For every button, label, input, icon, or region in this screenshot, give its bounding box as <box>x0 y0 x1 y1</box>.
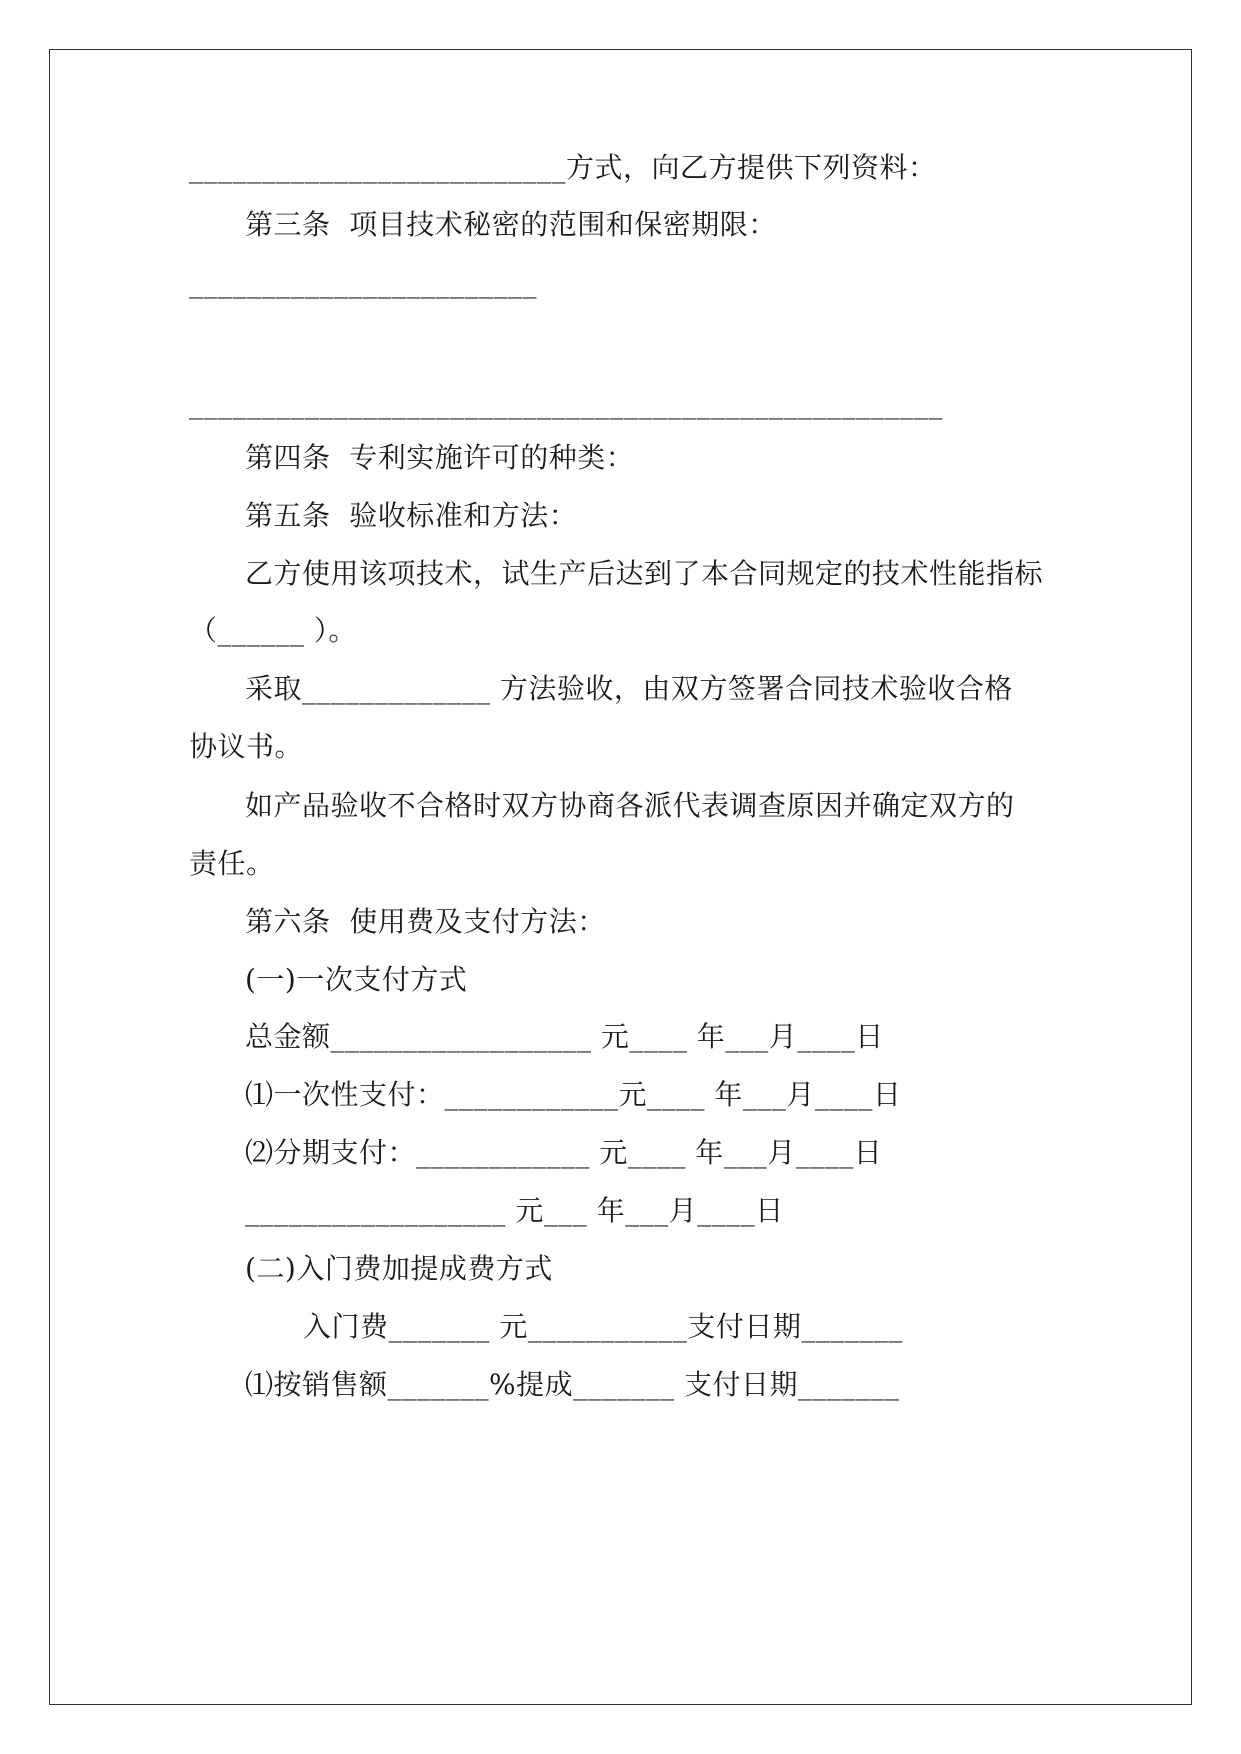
paragraph-line: 乙方使用该项技术，试生产后达到了本合同规定的技术性能指标 <box>245 557 1044 590</box>
paragraph-line: 责任。 <box>189 847 275 880</box>
payment-line: ⑴一次性支付：____________元____ 年___月____日 <box>245 1078 902 1111</box>
payment-line: ⑵分期支付：____________ 元____ 年___月____日 <box>245 1136 883 1169</box>
article-5-heading: 第五条 验收标准和方法： <box>245 499 578 532</box>
payment-line: 入门费_______ 元___________支付日期_______ <box>303 1310 903 1343</box>
blank-line: ____________________________________________________ <box>189 387 943 420</box>
article-4-heading: 第四条 专利实施许可的种类： <box>245 441 635 474</box>
paragraph-line: 协议书。 <box>189 730 304 763</box>
article-3-heading: 第三条 项目技术秘密的范围和保密期限： <box>245 208 777 241</box>
article-6-heading: 第六条 使用费及支付方法： <box>245 905 606 938</box>
subsection-heading: (一)一次支付方式 <box>245 963 468 996</box>
payment-line: __________________ 元___ 年___月____日 <box>245 1194 784 1227</box>
subsection-heading: (二)入门费加提成费方式 <box>245 1252 553 1285</box>
blank-line: ________________________ <box>189 266 537 299</box>
paragraph-line: （______ ）。 <box>189 614 357 647</box>
payment-line: 总金额__________________ 元____ 年___月____日 <box>245 1020 884 1053</box>
payment-line: ⑴按销售额_______%提成_______ 支付日期_______ <box>245 1368 900 1401</box>
text-line: __________________________方式，向乙方提供下列资料： <box>189 151 937 184</box>
paragraph-line: 如产品验收不合格时双方协商各派代表调查原因并确定双方的 <box>245 789 1015 822</box>
paragraph-line: 采取_____________ 方法验收，由双方签署合同技术验收合格 <box>245 672 1013 705</box>
